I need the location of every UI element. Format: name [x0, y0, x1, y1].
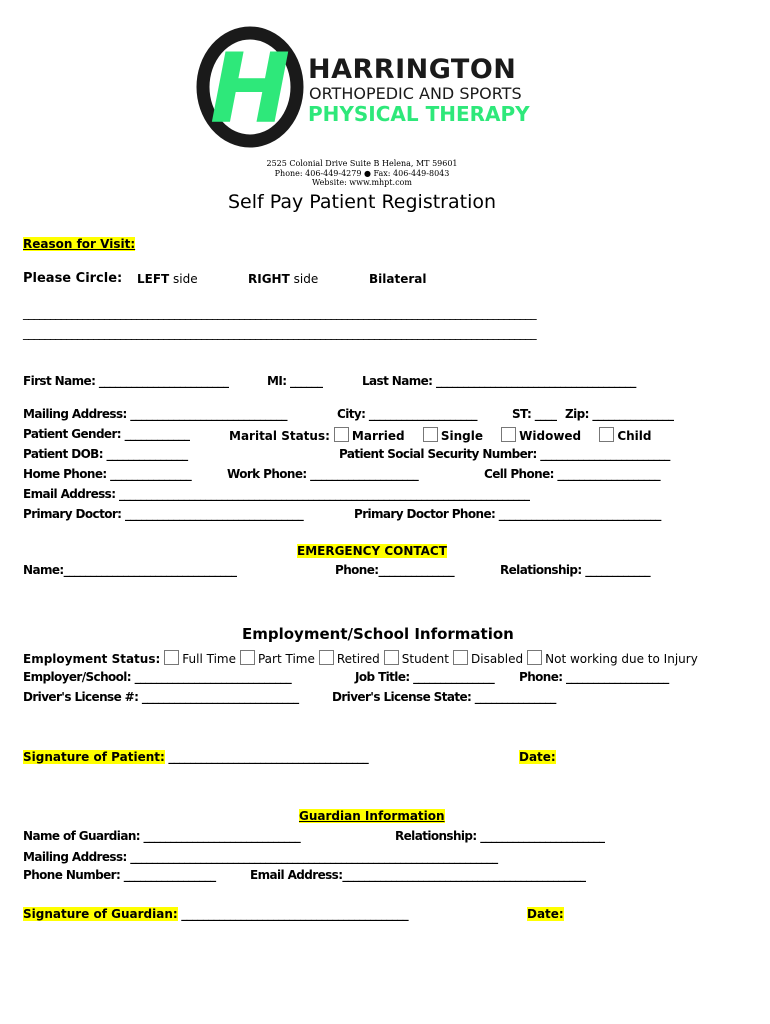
widowed-label: Widowed — [519, 429, 582, 443]
child-label: Child — [617, 429, 652, 443]
primary-doctor-phone-field[interactable]: Primary Doctor Phone: ______________________________ — [354, 507, 661, 521]
first-name-field[interactable]: First Name: ________________________ — [23, 374, 229, 388]
page-title: Self Pay Patient Registration — [227, 191, 497, 213]
logo-line3: PHYSICAL THERAPY — [308, 102, 530, 126]
guardian-mailing-field[interactable]: Mailing Address: ____________________________________________________________________ — [23, 850, 498, 864]
option-left-label: LEFT — [137, 272, 170, 286]
option-right-label: RIGHT — [248, 272, 290, 286]
guardian-phone-field[interactable]: Phone Number: _________________ — [23, 868, 216, 882]
guardian-heading: Guardian Information — [299, 809, 445, 823]
part-time-label: Part Time — [257, 652, 315, 666]
emergency-name-field[interactable]: Name:________________________________ — [23, 563, 237, 577]
logo-line1: HARRINGTON — [308, 54, 517, 85]
patient-signature-line: _____________________________________ — [164, 750, 369, 764]
patient-signature-field[interactable] — [23, 750, 368, 764]
reason-heading: Reason for Visit: — [23, 237, 136, 251]
employer-phone-field[interactable]: Phone: ___________________ — [519, 670, 669, 684]
license-field[interactable]: Driver's License #: _____________________________ — [23, 690, 299, 704]
guardian-signature-date[interactable]: Date: — [527, 907, 564, 921]
married-label: Married — [351, 429, 405, 443]
student-label: Student — [401, 652, 449, 666]
guardian-signature-field[interactable] — [23, 907, 408, 921]
retired-label: Retired — [336, 652, 380, 666]
option-right-suffix: side — [289, 272, 319, 286]
disabled-label: Disabled — [471, 652, 524, 666]
patient-signature-label: Signature of Patient: — [23, 750, 165, 764]
logo-h-icon — [192, 24, 312, 154]
option-left-suffix: side — [169, 272, 198, 286]
guardian-name-field[interactable]: Name of Guardian: _____________________________ — [23, 829, 301, 843]
svg-text:H: H — [209, 33, 291, 145]
guardian-signature-line: __________________________________________ — [177, 907, 409, 921]
single-checkbox[interactable] — [423, 427, 438, 442]
not-working-checkbox[interactable] — [527, 650, 542, 665]
license-state-field[interactable]: Driver's License State: _______________ — [332, 690, 556, 704]
please-circle-label: Please Circle: — [23, 271, 123, 286]
last-name-field[interactable]: Last Name: _____________________________________ — [362, 374, 636, 388]
part-time-checkbox[interactable] — [240, 650, 255, 665]
widowed-checkbox[interactable] — [501, 427, 516, 442]
disabled-checkbox[interactable] — [453, 650, 468, 665]
mi-field[interactable]: MI: ______ — [267, 374, 323, 388]
employment-heading: Employment/School Information — [242, 625, 514, 643]
child-checkbox[interactable] — [599, 427, 614, 442]
state-field[interactable]: ST: ____ — [512, 407, 557, 421]
logo-line2: ORTHOPEDIC AND SPORTS — [309, 84, 522, 103]
work-phone-field[interactable]: Work Phone: ____________________ — [227, 467, 419, 481]
marital-status-label: Marital Status: — [229, 429, 330, 443]
option-left-side[interactable] — [137, 272, 198, 286]
full-time-checkbox[interactable] — [164, 650, 179, 665]
employer-field[interactable]: Employer/School: _____________________________ — [23, 670, 292, 684]
logo — [192, 24, 532, 154]
employment-status-label: Employment Status: — [23, 652, 161, 666]
married-checkbox[interactable] — [334, 427, 349, 442]
emergency-relationship-field[interactable]: Relationship: ____________ — [500, 563, 650, 577]
address: 2525 Colonial Drive Suite B Helena, MT 59601 — [266, 159, 458, 168]
mailing-address-field[interactable]: Mailing Address: _____________________________ — [23, 407, 287, 421]
job-title-field[interactable]: Job Title: _______________ — [355, 670, 495, 684]
emergency-heading: EMERGENCY CONTACT — [297, 544, 447, 558]
home-phone-field[interactable]: Home Phone: _______________ — [23, 467, 192, 481]
city-field[interactable]: City: ____________________ — [337, 407, 477, 421]
cell-phone-field[interactable]: Cell Phone: ___________________ — [484, 467, 660, 481]
not-working-label: Not working due to Injury — [545, 652, 698, 666]
single-label: Single — [440, 429, 483, 443]
student-checkbox[interactable] — [384, 650, 399, 665]
option-bilateral[interactable]: Bilateral — [369, 272, 427, 286]
marital-status-group — [229, 427, 652, 443]
gender-field[interactable]: Patient Gender: ____________ — [23, 427, 190, 441]
guardian-email-field[interactable]: Email Address:_____________________________________________ — [250, 868, 586, 882]
option-right-side[interactable] — [248, 272, 318, 286]
phone-fax: Phone: 406-449-4279 ● Fax: 406-449-8043 — [274, 169, 450, 178]
email-field[interactable]: Email Address: ____________________________________________________________________________ — [23, 487, 530, 501]
retired-checkbox[interactable] — [319, 650, 334, 665]
zip-field[interactable]: Zip: _______________ — [565, 407, 674, 421]
emergency-phone-field[interactable]: Phone:______________ — [335, 563, 455, 577]
guardian-relationship-field[interactable]: Relationship: _______________________ — [395, 829, 605, 843]
patient-signature-date[interactable]: Date: — [519, 750, 556, 764]
dob-field[interactable]: Patient DOB: _______________ — [23, 447, 188, 461]
reason-line-2[interactable]: _______________________________________________________________________________________________ — [23, 326, 537, 340]
reason-line-1[interactable]: _______________________________________________________________________________________________ — [23, 306, 537, 320]
employment-status-group — [23, 650, 698, 666]
primary-doctor-field[interactable]: Primary Doctor: _________________________________ — [23, 507, 304, 521]
ssn-field[interactable]: Patient Social Security Number: ________________________ — [339, 447, 670, 461]
website: Website: www.mhpt.com — [312, 178, 412, 187]
full-time-label: Full Time — [182, 652, 236, 666]
guardian-signature-label: Signature of Guardian: — [23, 907, 178, 921]
